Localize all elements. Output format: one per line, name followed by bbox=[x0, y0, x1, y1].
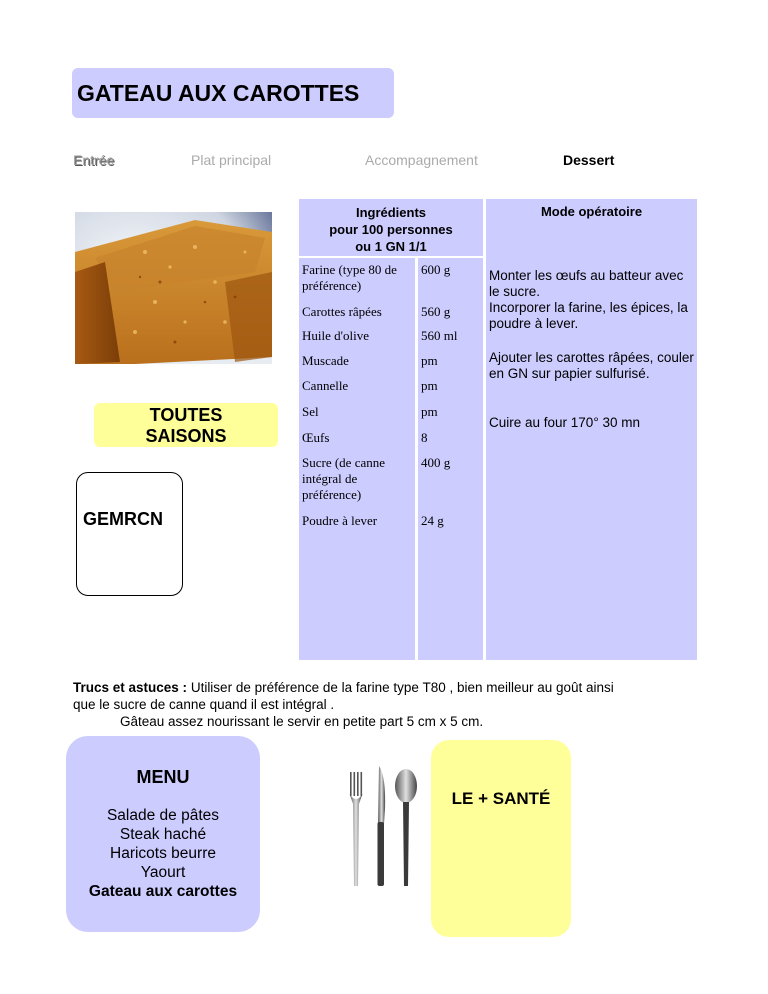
ingredient-qty: 560 ml bbox=[421, 328, 458, 343]
tips-line: Utiliser de préférence de la farine type T80 , bien meilleur au goût ainsi bbox=[187, 680, 614, 695]
sante-box bbox=[431, 740, 571, 937]
gemrcn-box bbox=[76, 472, 183, 596]
mode-operatoire-header: Mode opératoire bbox=[540, 204, 643, 219]
menu-item-highlight: Gateau aux carottes bbox=[88, 883, 238, 900]
tips-section bbox=[73, 679, 713, 730]
menu-item: Yaourt bbox=[140, 864, 186, 881]
ingredients-header bbox=[299, 199, 483, 256]
recipe-title: GATEAU AUX CAROTTES bbox=[77, 80, 360, 106]
ingredient-qty: 400 g bbox=[421, 455, 451, 470]
cutlery-icon bbox=[346, 764, 420, 889]
menu-title: MENU bbox=[136, 767, 190, 787]
menu-item: Steak haché bbox=[119, 826, 207, 843]
step-text: Cuire au four 170° 30 mn bbox=[489, 415, 640, 430]
step-text: Ajouter les carottes râpées, couler en GN sur papier sulfurisé. bbox=[489, 350, 694, 381]
tips-line: Gâteau assez nourissant le servir en petite part 5 cm x 5 cm. bbox=[120, 714, 484, 729]
ingredient-name: Œufs bbox=[302, 430, 330, 445]
ingredient-name: Poudre à lever bbox=[302, 513, 378, 528]
ingredients-header-label: Ingrédients pour 100 personnes ou 1 GN 1/1 bbox=[329, 205, 453, 254]
ingredient-name: Huile d'olive bbox=[302, 328, 369, 343]
ingredient-name: Sucre (de canne intégral de préférence) bbox=[302, 455, 386, 502]
carrot-cake-photo bbox=[75, 212, 272, 364]
ingredient-name: Carottes râpées bbox=[302, 304, 382, 319]
ingredient-qty: 24 g bbox=[421, 513, 444, 528]
ingredient-qty: pm bbox=[421, 353, 438, 368]
menu-list bbox=[66, 806, 260, 901]
season-label: TOUTES SAISONS bbox=[145, 405, 227, 446]
ingredient-name: Muscade bbox=[302, 353, 349, 368]
tips-line: que le sucre de canne quand il est intégral . bbox=[73, 697, 335, 712]
menu-item: Haricots beurre bbox=[110, 845, 216, 862]
category-plat-principal: Plat principal bbox=[191, 152, 272, 168]
sante-label: LE + SANTÉ bbox=[451, 789, 551, 808]
category-accompagnement: Accompagnement bbox=[365, 152, 478, 168]
ingredient-name: Cannelle bbox=[302, 378, 349, 393]
title-box bbox=[72, 68, 394, 118]
tips-label: Trucs et astuces : bbox=[73, 680, 188, 695]
gemrcn-label: GEMRCN bbox=[83, 509, 163, 529]
ingredient-qty: 8 bbox=[421, 430, 428, 445]
ingredient-qty: pm bbox=[421, 404, 438, 419]
ingredient-name: Sel bbox=[302, 404, 319, 419]
step-text: Monter les œufs au batteur avec le sucre. Incorporer la farine, les épices, la poudre à lever. bbox=[489, 268, 688, 331]
ingredient-name: Farine (type 80 de préférence) bbox=[302, 262, 397, 293]
ingredient-qty: 560 g bbox=[421, 304, 451, 319]
category-entree: Entrée bbox=[73, 152, 115, 168]
ingredient-qty: pm bbox=[421, 378, 438, 393]
ingredient-qty: 600 g bbox=[421, 262, 451, 277]
category-dessert: Dessert bbox=[563, 152, 615, 168]
menu-item: Salade de pâtes bbox=[106, 807, 220, 824]
menu-box bbox=[66, 736, 260, 932]
season-badge bbox=[94, 403, 278, 447]
